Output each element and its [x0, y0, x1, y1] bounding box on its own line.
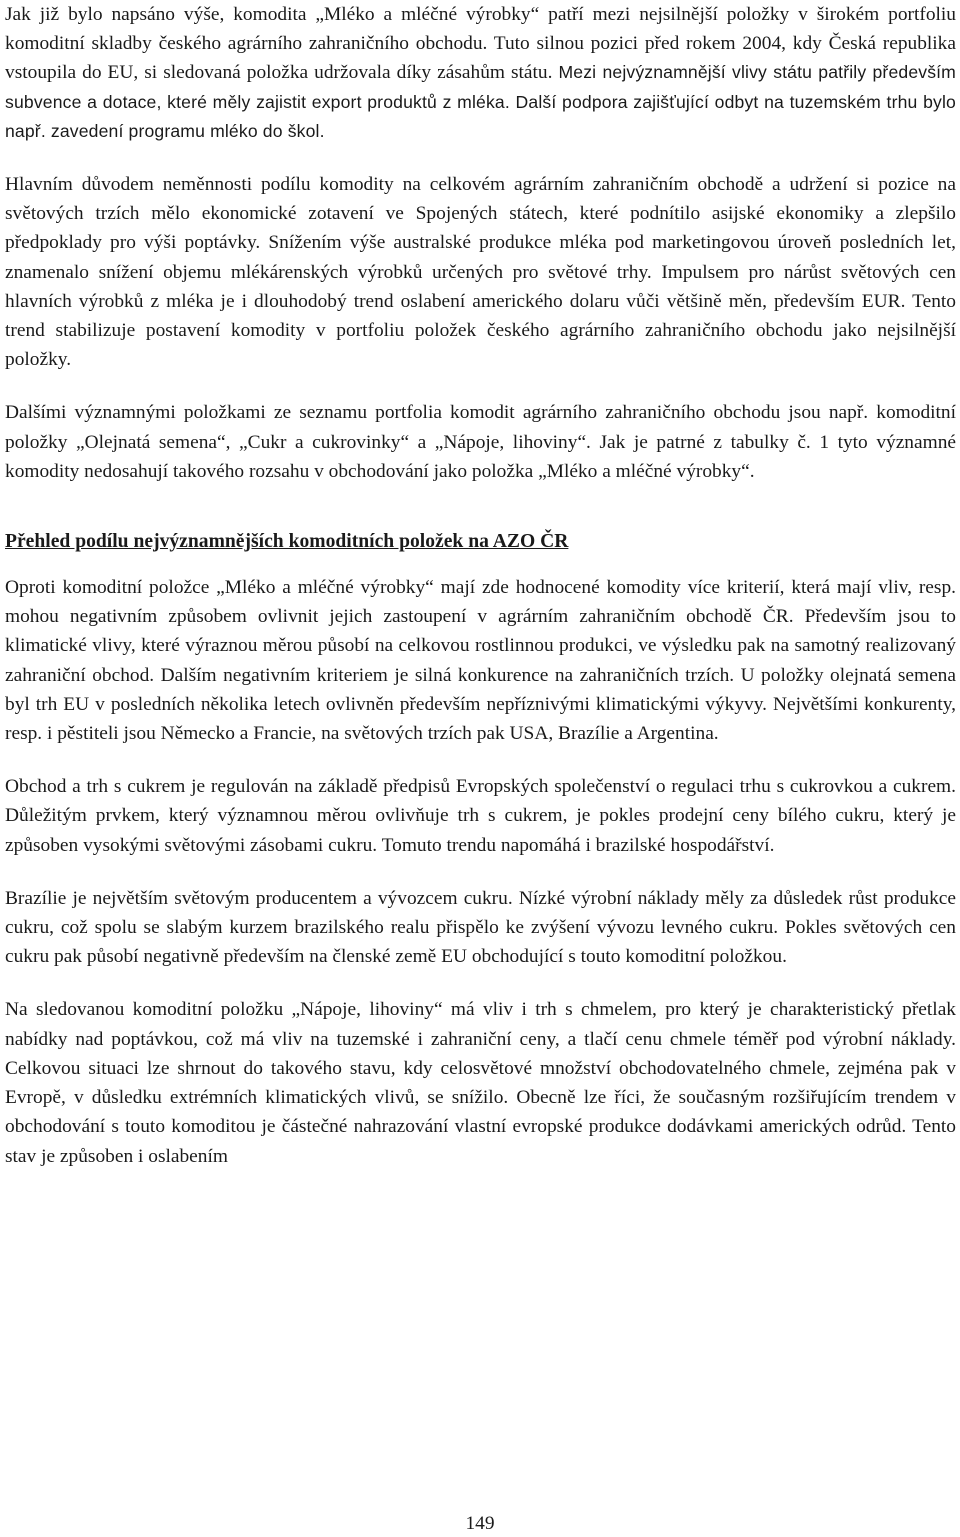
intro-text-part-2: Mezi nejvýznamnější vlivy státu patřily především subvence a dotace, které měly zajistit export produktů z mléka. Další podpora zajišťující odbyt na tuzemském trhu bylo např. zavedení programu mléko do škol.: [5, 62, 956, 141]
paragraph-sugar-regulation: Obchod a trh s cukrem je regulován na základě předpisů Evropských společenství o regulaci trhu s cukrovkou a cukrem. Důležitým prvkem, který významnou měrou ovlivňuje trh s cukrem, je pokles prodejní ceny bílého cukru, který je způsoben vysokými světovými zásobami cukru. Tomuto trendu napomáhá i brazilské hospodářství.: [5, 776, 956, 856]
section-heading: Přehled podílu nejvýznamnějších komoditních položek na AZO ČR: [5, 531, 569, 553]
paragraph-economic-recovery: Hlavním důvodem neměnnosti podílu komodity na celkovém agrárním zahraničním obchodě a udržení si pozice na světových trzích mělo ekonomické zotavení ve Spojených státech, které podnítilo asijské ekonomiky a zlepšilo předpoklady pro výši poptávky. Snížením výše australské produkce mléka pod marketingovou úroveň posledních let, znamenalo snížení objemu mlékárenských výrobků určených pro světové trhy. Impulsem pro nárůst světových cen hlavních výrobků z mléka je i dlouhodobý trend oslabení amerického dolaru vůči většině měn, především EUR. Tento trend stabilizuje postavení komodity v portfoliu položek českého agrárního zahraničního obchodu jako nejsilnější položky.: [5, 174, 956, 371]
document-page: [5, 0, 956, 1171]
paragraph-beverages-hops: Na sledovanou komoditní položku „Nápoje, lihoviny“ má vliv i trh s chmelem, pro který je charakteristický přetlak nabídky nad poptávkou, což má vliv na tuzemské i zahraniční ceny, a tlačí cenu chmele téměř pod výrobní náklady. Celkovou situaci lze shrnout do takového stavu, kdy celosvětové množství obchodovatelného chmele, zejména pak v Evropě, v důsledku extrémních klimatických vlivů, se snížilo. Obecně lze říci, že současným rozšiřujícím trendem v obchodování s touto komoditou je částečné nahrazování vlastní evropské produkce dodávkami amerických odrůd. Tento stav je způsoben i oslabením: [5, 999, 956, 1167]
paragraph-other-commodities: Dalšími významnými položkami ze seznamu portfolia komodit agrárního zahraničního obchodu jsou např. komoditní položky „Olejnatá semena“, „Cukr a cukrovinky“ a „Nápoje, lihoviny“. Jak je patrné z tabulky č. 1 tyto významné komodity nedosahují takového rozsahu v obchodování jako položka „Mléko a mléčné výrobky“.: [5, 402, 956, 482]
intro-text-part-1: Jak již bylo napsáno výše, komodita „Mléko a mléčné výrobky“ patří mezi nejsilnější položky v širokém portfoliu komoditní skladby českého agrárního zahraničního obchodu. Tuto silnou pozici před rokem 2004, kdy Česká republika vstoupila do EU, si sledovaná položka udržovala díky zásahům státu.: [5, 4, 956, 84]
paragraph-oilseeds: Oproti komoditní položce „Mléko a mléčné výrobky“ mají zde hodnocené komodity více kriterií, která mají vliv, resp. mohou negativním způsobem ovlivnit jejich zastoupení v agrárním zahraničním obchodě ČR. Především jsou to klimatické vlivy, které výraznou měrou působí na celkovou rostlinnou produkci, ve výsledku pak na samotný realizovaný zahraniční obchod. Dalším negativním kriteriem je silná konkurence na zahraničních trzích. U položky olejnatá semena byl trh EU v posledních několika letech ovlivněn především nepříznivými klimatickými výkyvy. Největšími konkurenty, resp. i pěstiteli jsou Německo a Francie, na světových trzích pak USA, Brazílie a Argentina.: [5, 577, 956, 745]
page-number: 149: [465, 1513, 495, 1534]
paragraph-brazil-sugar: Brazílie je největším světovým producentem a vývozcem cukru. Nízké výrobní náklady měly za důsledek růst produkce cukru, což spolu se slabým kurzem brazilského realu přispělo ke zvýšení vývozu levného cukru. Pokles světových cen cukru pak působí negativně především na členské země EU obchodující s touto komoditní položkou.: [5, 887, 956, 968]
intro-paragraph: [5, 0, 956, 146]
